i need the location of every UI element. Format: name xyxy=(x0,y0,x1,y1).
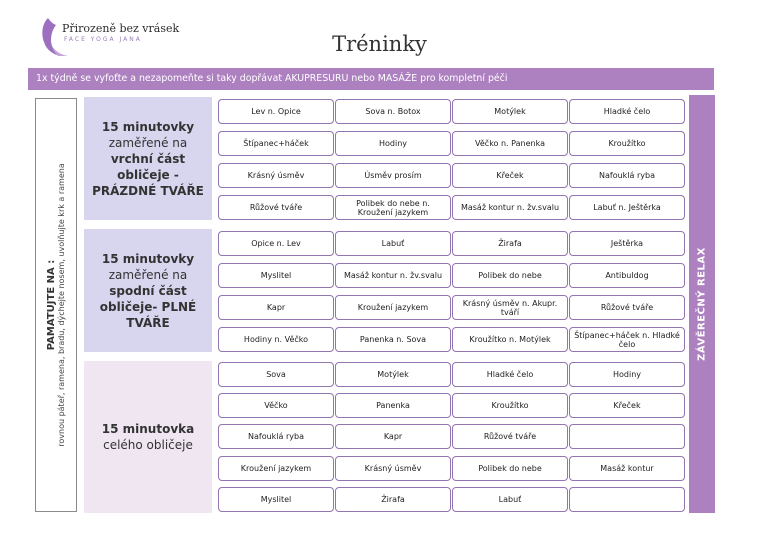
exercise-cell: Nafouklá ryba xyxy=(569,163,685,188)
exercise-cell: Hodiny xyxy=(335,131,451,156)
final-relax-column xyxy=(689,95,715,513)
exercise-cell: Sova n. Botox xyxy=(335,99,451,124)
section-label: obličeje- PLNÉ xyxy=(99,299,197,314)
exercise-cell: Motýlek xyxy=(335,362,451,387)
exercise-cell: Panenka n. Sova xyxy=(335,327,451,352)
exercise-cell: Kroužítko n. Motýlek xyxy=(452,327,568,352)
exercise-cell: Labuť n. Ještěrka xyxy=(569,195,685,220)
exercise-cell: Růžové tváře xyxy=(218,195,334,220)
reminder-body: rovnou páteř, ramena, bradu, dýchejte nosem, uvolňujte krk a ramena xyxy=(57,163,66,447)
exercise-cell: Kroužítko xyxy=(569,131,685,156)
page-title: Tréninky xyxy=(332,32,427,56)
exercise-cell: Labuť xyxy=(452,487,568,512)
exercise-cell: Krásný úsměv xyxy=(218,163,334,188)
exercise-cell: Masáž kontur n. žv.svalu xyxy=(452,195,568,220)
section-label: vrchní část xyxy=(110,151,186,166)
section-label: obličeje - xyxy=(117,167,179,182)
exercise-cell: Štípanec+háček xyxy=(218,131,334,156)
exercise-cell: Myslitel xyxy=(218,487,334,512)
exercise-cell: Žirafa xyxy=(335,487,451,512)
exercise-cell: Opice n. Lev xyxy=(218,231,334,256)
exercise-cell: Štípanec+háček n. Hladké čelo xyxy=(569,327,685,352)
exercise-cell: Věčko xyxy=(218,393,334,418)
section-label: 15 minutovky xyxy=(101,119,195,134)
exercise-cell: Křeček xyxy=(452,163,568,188)
final-relax-label: ZÁVĚREČNÝ RELAX xyxy=(696,247,708,361)
exercise-cell xyxy=(569,424,685,449)
exercise-cell: Labuť xyxy=(335,231,451,256)
exercise-cell: Polibek do nebe xyxy=(452,456,568,481)
exercise-cell: Kapr xyxy=(335,424,451,449)
exercise-cell: Myslitel xyxy=(218,263,334,288)
section-label: TVÁŘE xyxy=(126,315,170,330)
exercise-cell: Sova xyxy=(218,362,334,387)
exercise-cell: Ještěrka xyxy=(569,231,685,256)
section-whole-face xyxy=(84,361,212,513)
exercise-cell: Křeček xyxy=(569,393,685,418)
section-label: celého obličeje xyxy=(103,438,193,452)
exercise-cell: Úsměv prosím xyxy=(335,163,451,188)
section-label: PRÁZDNÉ TVÁŘE xyxy=(92,183,204,198)
exercise-cell: Žirafa xyxy=(452,231,568,256)
exercise-cell: Růžové tváře xyxy=(569,295,685,320)
exercise-cell: Krásný úsměv n. Akupr. tváří xyxy=(452,295,568,320)
exercise-cell: Hodiny xyxy=(569,362,685,387)
exercise-cell: Masáž kontur n. žv.svalu xyxy=(335,263,451,288)
section-label: 15 minutovky xyxy=(101,251,195,266)
exercise-cell xyxy=(569,487,685,512)
exercise-cell: Kroužení jazykem xyxy=(335,295,451,320)
section-label: zaměřené na xyxy=(108,135,188,150)
section-label: zaměřené na xyxy=(108,267,188,282)
exercise-cell: Hladké čelo xyxy=(569,99,685,124)
exercise-cell: Kroužení jazykem xyxy=(218,456,334,481)
exercise-cell: Věčko n. Panenka xyxy=(452,131,568,156)
exercise-cell: Antibuldog xyxy=(569,263,685,288)
exercise-cell: Panenka xyxy=(335,393,451,418)
exercise-cell: Masáž kontur xyxy=(569,456,685,481)
section-label: 15 minutovka xyxy=(101,422,195,436)
reminder-column xyxy=(35,98,77,512)
exercise-cell: Motýlek xyxy=(452,99,568,124)
info-banner: 1x týdně se vyfoťte a nezapomeňte si taky dopřávat AKUPRESURU nebo MASÁŽE pro kompletní péči xyxy=(28,68,714,90)
exercise-cell: Růžové tváře xyxy=(452,424,568,449)
section-upper-face xyxy=(84,97,212,220)
exercise-cell: Kapr xyxy=(218,295,334,320)
exercise-cell: Polibek do nebe xyxy=(452,263,568,288)
exercise-cell: Polibek do nebe n. Kroužení jazykem xyxy=(335,195,451,220)
reminder-text xyxy=(46,163,66,446)
logo-name: Přirozeně bez vrásek xyxy=(62,22,180,35)
exercise-cell: Lev n. Opice xyxy=(218,99,334,124)
exercise-cell: Krásný úsměv xyxy=(335,456,451,481)
section-label: spodní část xyxy=(109,283,187,298)
exercise-cell: Kroužítko xyxy=(452,393,568,418)
exercise-cell: Hodiny n. Věčko xyxy=(218,327,334,352)
section-lower-face xyxy=(84,229,212,352)
logo-tagline: FACE YOGA JANA xyxy=(64,36,142,43)
reminder-heading: PAMATUJTE NA : xyxy=(46,259,57,351)
exercise-cell: Nafouklá ryba xyxy=(218,424,334,449)
exercise-cell: Hladké čelo xyxy=(452,362,568,387)
